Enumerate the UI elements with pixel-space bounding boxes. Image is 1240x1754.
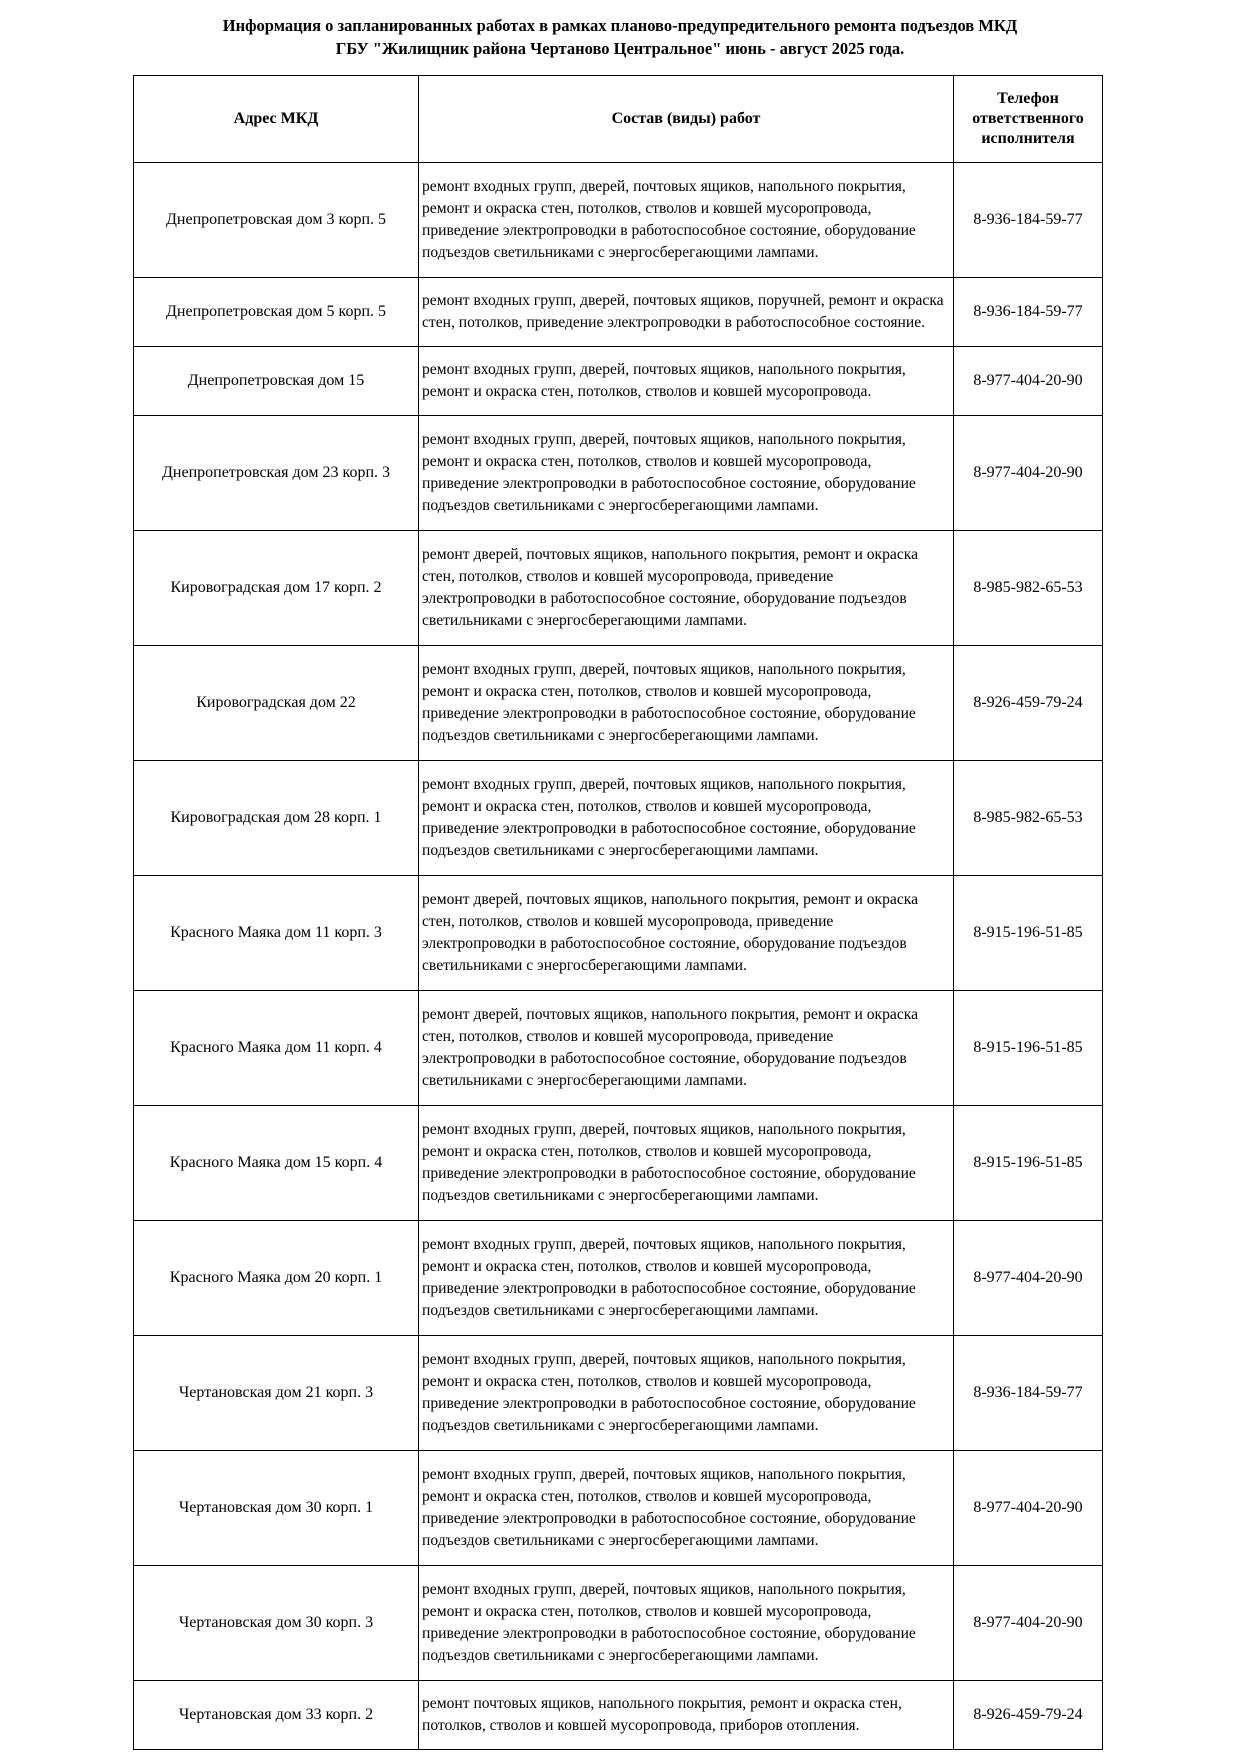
row-works: ремонт входных групп, дверей, почтовых ящиков, напольного покрытия, ремонт и окраска стен, потолков, стволов и ковшей мусоропровода, приведение электропроводки в работоспособное состояние, оборудование подъездов светильниками с энергосберегающими лампами.	[419, 761, 954, 876]
row-phone: 8-936-184-59-77	[954, 163, 1103, 278]
row-address: Днепропетровская дом 23 корп. 3	[134, 416, 419, 531]
row-phone: 8-977-404-20-90	[954, 1566, 1103, 1681]
header-address: Адрес МКД	[134, 76, 419, 163]
table-row	[134, 991, 1103, 1106]
table-row	[134, 761, 1103, 876]
row-works: ремонт входных групп, дверей, почтовых ящиков, напольного покрытия, ремонт и окраска стен, потолков, стволов и ковшей мусоропровода, приведение электропроводки в работоспособное состояние, оборудование подъездов светильниками с энергосберегающими лампами.	[419, 163, 954, 278]
row-address: Днепропетровская дом 5 корп. 5	[134, 278, 419, 347]
row-phone: 8-985-982-65-53	[954, 761, 1103, 876]
row-phone: 8-915-196-51-85	[954, 991, 1103, 1106]
row-address: Красного Маяка дом 20 корп. 1	[134, 1221, 419, 1336]
works-table	[133, 75, 1103, 1750]
document-title	[0, 14, 1240, 60]
table-row	[134, 1681, 1103, 1750]
table-row	[134, 1451, 1103, 1566]
row-works: ремонт дверей, почтовых ящиков, напольного покрытия, ремонт и окраска стен, потолков, стволов и ковшей мусоропровода, приведение электропроводки в работоспособное состояние, оборудование подъездов светильниками с энергосберегающими лампами.	[419, 531, 954, 646]
row-address: Днепропетровская дом 3 корп. 5	[134, 163, 419, 278]
row-works: ремонт входных групп, дверей, почтовых ящиков, поручней, ремонт и окраска стен, потолков, приведение электропроводки в работоспособное состояние.	[419, 278, 954, 347]
table-header-row	[134, 76, 1103, 163]
row-works: ремонт входных групп, дверей, почтовых ящиков, напольного покрытия, ремонт и окраска стен, потолков, стволов и ковшей мусоропровода, приведение электропроводки в работоспособное состояние, оборудование подъездов светильниками с энергосберегающими лампами.	[419, 1221, 954, 1336]
header-phone: Телефон ответственного исполнителя	[954, 76, 1103, 163]
table-row	[134, 347, 1103, 416]
row-address: Кировоградская дом 28 корп. 1	[134, 761, 419, 876]
row-address: Чертановская дом 21 корп. 3	[134, 1336, 419, 1451]
row-phone: 8-936-184-59-77	[954, 278, 1103, 347]
table-row	[134, 278, 1103, 347]
row-works: ремонт почтовых ящиков, напольного покрытия, ремонт и окраска стен, потолков, стволов и ковшей мусоропровода, приборов отопления.	[419, 1681, 954, 1750]
row-address: Чертановская дом 30 корп. 3	[134, 1566, 419, 1681]
row-phone: 8-985-982-65-53	[954, 531, 1103, 646]
header-works: Состав (виды) работ	[419, 76, 954, 163]
row-phone: 8-915-196-51-85	[954, 876, 1103, 991]
row-phone: 8-936-184-59-77	[954, 1336, 1103, 1451]
table-row	[134, 646, 1103, 761]
row-works: ремонт входных групп, дверей, почтовых ящиков, напольного покрытия, ремонт и окраска стен, потолков, стволов и ковшей мусоропровода, приведение электропроводки в работоспособное состояние, оборудование подъездов светильниками с энергосберегающими лампами.	[419, 1566, 954, 1681]
row-works: ремонт входных групп, дверей, почтовых ящиков, напольного покрытия, ремонт и окраска стен, потолков, стволов и ковшей мусоропровода, приведение электропроводки в работоспособное состояние, оборудование подъездов светильниками с энергосберегающими лампами.	[419, 1106, 954, 1221]
row-works: ремонт входных групп, дверей, почтовых ящиков, напольного покрытия, ремонт и окраска стен, потолков, стволов и ковшей мусоропровода, приведение электропроводки в работоспособное состояние, оборудование подъездов светильниками с энергосберегающими лампами.	[419, 1336, 954, 1451]
table-row	[134, 531, 1103, 646]
row-works: ремонт входных групп, дверей, почтовых ящиков, напольного покрытия, ремонт и окраска стен, потолков, стволов и ковшей мусоропровода, приведение электропроводки в работоспособное состояние, оборудование подъездов светильниками с энергосберегающими лампами.	[419, 416, 954, 531]
row-address: Кировоградская дом 17 корп. 2	[134, 531, 419, 646]
row-works: ремонт входных групп, дверей, почтовых ящиков, напольного покрытия, ремонт и окраска стен, потолков, стволов и ковшей мусоропровода, приведение электропроводки в работоспособное состояние, оборудование подъездов светильниками с энергосберегающими лампами.	[419, 646, 954, 761]
table-row	[134, 876, 1103, 991]
row-address: Днепропетровская дом 15	[134, 347, 419, 416]
row-works: ремонт дверей, почтовых ящиков, напольного покрытия, ремонт и окраска стен, потолков, стволов и ковшей мусоропровода, приведение электропроводки в работоспособное состояние, оборудование подъездов светильниками с энергосберегающими лампами.	[419, 876, 954, 991]
row-phone: 8-915-196-51-85	[954, 1106, 1103, 1221]
row-works: ремонт входных групп, дверей, почтовых ящиков, напольного покрытия, ремонт и окраска стен, потолков, стволов и ковшей мусоропровода, приведение электропроводки в работоспособное состояние, оборудование подъездов светильниками с энергосберегающими лампами.	[419, 1451, 954, 1566]
table-row	[134, 416, 1103, 531]
row-phone: 8-977-404-20-90	[954, 1221, 1103, 1336]
table-row	[134, 1106, 1103, 1221]
row-phone: 8-926-459-79-24	[954, 1681, 1103, 1750]
table-row	[134, 1566, 1103, 1681]
row-works: ремонт дверей, почтовых ящиков, напольного покрытия, ремонт и окраска стен, потолков, стволов и ковшей мусоропровода, приведение электропроводки в работоспособное состояние, оборудование подъездов светильниками с энергосберегающими лампами.	[419, 991, 954, 1106]
row-address: Чертановская дом 33 корп. 2	[134, 1681, 419, 1750]
title-line-1: Информация о запланированных работах в рамках планово-предупредительного ремонта подъездов МКД	[222, 16, 1018, 35]
table-row	[134, 163, 1103, 278]
row-address: Красного Маяка дом 15 корп. 4	[134, 1106, 419, 1221]
row-phone: 8-977-404-20-90	[954, 416, 1103, 531]
row-phone: 8-977-404-20-90	[954, 347, 1103, 416]
row-address: Чертановская дом 30 корп. 1	[134, 1451, 419, 1566]
row-phone: 8-926-459-79-24	[954, 646, 1103, 761]
row-address: Красного Маяка дом 11 корп. 4	[134, 991, 419, 1106]
table-row	[134, 1221, 1103, 1336]
row-phone: 8-977-404-20-90	[954, 1451, 1103, 1566]
row-address: Кировоградская дом 22	[134, 646, 419, 761]
table-row	[134, 1336, 1103, 1451]
row-address: Красного Маяка дом 11 корп. 3	[134, 876, 419, 991]
row-works: ремонт входных групп, дверей, почтовых ящиков, напольного покрытия, ремонт и окраска стен, потолков, стволов и ковшей мусоропровода.	[419, 347, 954, 416]
title-line-2: ГБУ "Жилищник района Чертаново Центральное" июнь - август 2025 года.	[335, 39, 905, 58]
